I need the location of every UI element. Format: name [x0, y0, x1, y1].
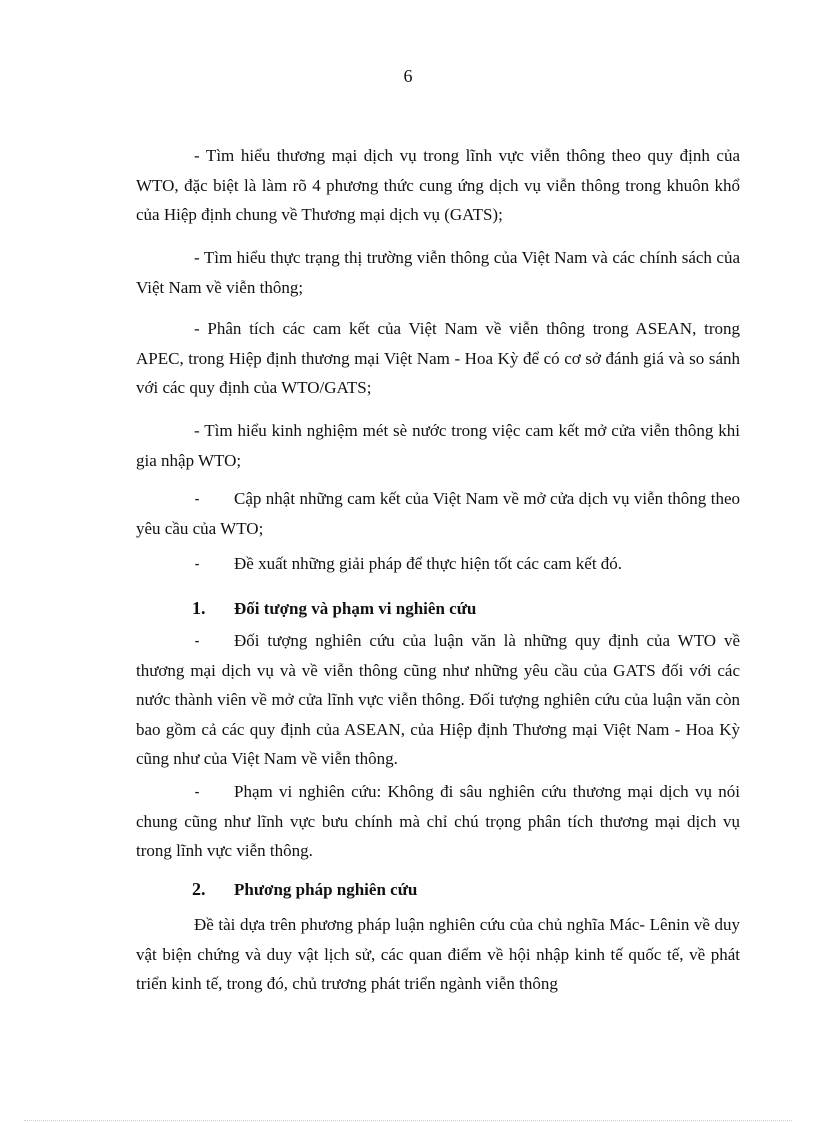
- list-item-update-commitments: [136, 484, 740, 543]
- list-item-text: Cập nhật những cam kết của Việt Nam về mở cửa dịch vụ viễn thông theo yêu cầu của WTO;: [136, 489, 740, 538]
- section-title: Phương pháp nghiên cứu: [234, 880, 418, 899]
- bullet-marker: ⁃: [194, 558, 200, 572]
- section-number: 2.: [192, 879, 206, 899]
- section-title: Đối tượng và phạm vi nghiên cứu: [234, 599, 477, 618]
- list-item-text: Phạm vi nghiên cứu: Không đi sâu nghiên cứu thương mại dịch vụ nói chung cũng như lĩnh vực bưu chính mà chỉ chú trọng phân tích thương mại dịch vụ trong lĩnh vực viễn thông.: [136, 782, 740, 860]
- bullet-marker: ⁃: [194, 786, 200, 800]
- section-heading-objects-scope: [192, 593, 476, 624]
- bullet-marker: ⁃: [194, 635, 200, 649]
- page-bottom-rule: [24, 1120, 792, 1121]
- list-item-research-object: [136, 626, 740, 774]
- paragraph-commitments-analysis: - Phân tích các cam kết của Việt Nam về viễn thông trong ASEAN, trong APEC, trong Hiệp định thương mại Việt Nam - Hoa Kỳ để có cơ sở đánh giá và so sánh với các quy định của WTO/GATS;: [136, 319, 740, 397]
- list-item-text: Đề xuất những giải pháp để thực hiện tốt các cam kết đó.: [234, 554, 623, 573]
- page-number: 6: [403, 66, 413, 86]
- section-heading-methodology: [192, 874, 417, 905]
- paragraph-vietnam-market: - Tìm hiểu thực trạng thị trường viễn thông của Việt Nam và các chính sách của Việt Nam về viễn thông;: [136, 248, 740, 297]
- list-item-text: Đối tượng nghiên cứu của luận văn là những quy định của WTO về thương mại dịch vụ và về viễn thông cũng như những yêu cầu của GATS đối với các nước thành viên về mở cửa lĩnh vực viễn thông. Đối tượng nghiên cứu của luận văn còn bao gồm cả các quy định của ASEAN, của Hiệp định Thương mại Việt Nam - Hoa Kỳ cũng như của Việt Nam về viễn thông.: [136, 631, 740, 768]
- paragraph-country-experience: - Tìm hiểu kinh nghiệm mét sè nước trong việc cam kết mở cửa viễn thông khi gia nhập WTO;: [136, 421, 740, 470]
- paragraph-methodology: Đề tài dựa trên phương pháp luận nghiên cứu của chủ nghĩa Mác- Lênin về duy vật biện chứng và duy vật lịch sử, các quan điểm về hội nhập kinh tế quốc tế, về phát triển kinh tế, trong đó, chủ trương phát triển ngành viễn thông: [136, 915, 740, 993]
- section-number: 1.: [192, 598, 206, 618]
- paragraph-telecom-wto: - Tìm hiểu thương mại dịch vụ trong lĩnh vực viễn thông theo quy định của WTO, đặc biệt là làm rõ 4 phương thức cung ứng dịch vụ viễn thông trong khuôn khổ của Hiệp định chung về Thương mại dịch vụ (GATS);: [136, 146, 740, 224]
- list-item-research-scope: [136, 777, 740, 866]
- bullet-marker: ⁃: [194, 493, 200, 507]
- list-item-propose-solutions: [136, 549, 740, 579]
